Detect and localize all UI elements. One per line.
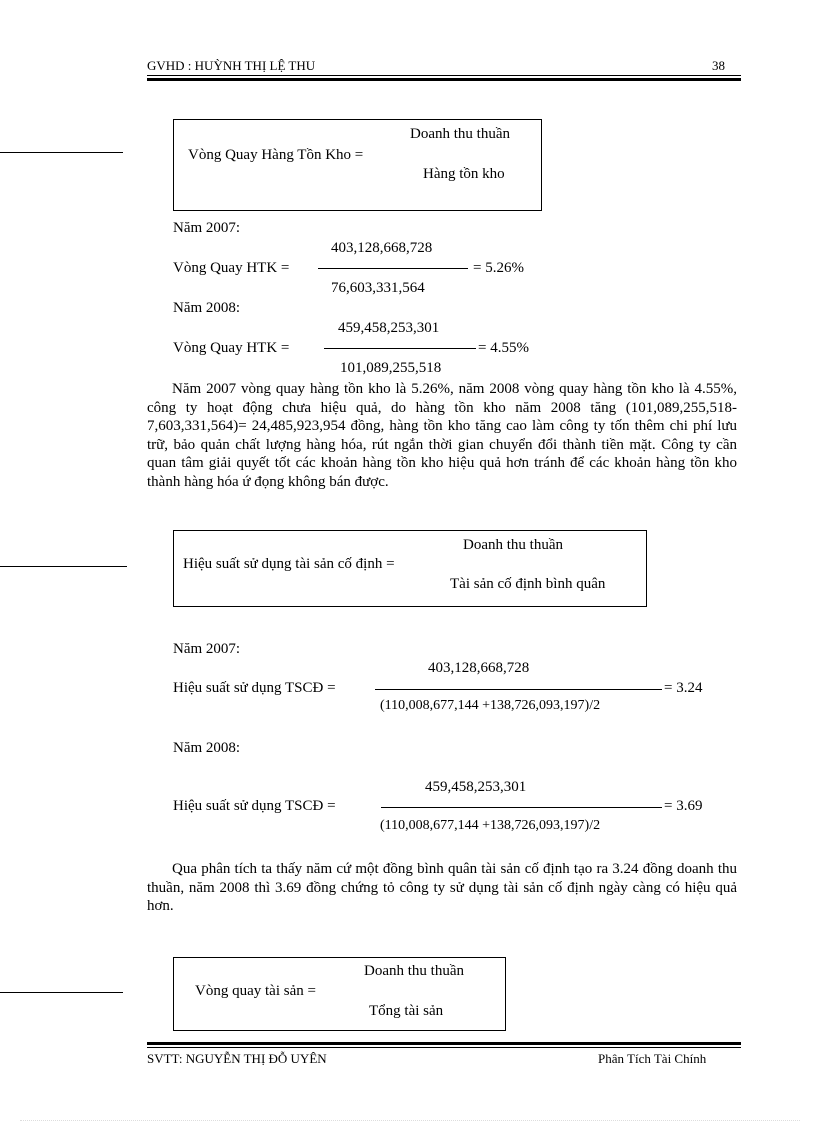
formula-label: Hiệu suất sử dụng tài sản cố định =	[183, 556, 395, 572]
calc-label: Vòng Quay HTK =	[173, 260, 290, 276]
formula-numerator: Doanh thu thuần	[463, 537, 563, 553]
header-left: GVHD : HUỲNH THỊ LỆ THU	[147, 58, 316, 73]
year-label: Năm 2008:	[173, 740, 241, 756]
calc-label: Hiệu suất sử dụng TSCĐ =	[173, 798, 336, 814]
year-label: Năm 2007:	[173, 641, 241, 657]
page-number: 38	[712, 58, 725, 73]
margin-line	[0, 566, 127, 567]
calc-numerator: 459,458,253,301	[425, 779, 527, 795]
formula-denominator: Hàng tồn kho	[423, 166, 505, 182]
formula-denominator: Tài sản cố định bình quân	[450, 576, 606, 592]
footer-rule-thin	[147, 1047, 741, 1048]
margin-line	[0, 152, 123, 153]
footer-right: Phân Tích Tài Chính	[598, 1051, 707, 1066]
fraction-line	[318, 268, 468, 269]
year-label: Năm 2007:	[173, 220, 241, 236]
calc-label: Vòng Quay HTK =	[173, 340, 290, 356]
formula-numerator: Doanh thu thuần	[410, 126, 510, 142]
calc-result: = 3.24	[664, 680, 703, 696]
margin-line	[0, 992, 123, 993]
calc-denominator: 101,089,255,518	[340, 360, 442, 376]
calc-numerator: 403,128,668,728	[331, 240, 433, 256]
calc-denominator: 76,603,331,564	[331, 280, 425, 296]
calc-result: = 4.55%	[478, 340, 529, 356]
calc-label: Hiệu suất sử dụng TSCĐ =	[173, 680, 336, 696]
header-rule-thick	[147, 78, 741, 81]
calc-result: = 5.26%	[473, 260, 524, 276]
fraction-line	[324, 348, 476, 349]
formula-label: Vòng Quay Hàng Tồn Kho =	[188, 147, 364, 163]
page-edge-dots	[20, 1120, 800, 1121]
footer-left: SVTT: NGUYỄN THỊ ĐỖ UYÊN	[147, 1051, 327, 1066]
year-label: Năm 2008:	[173, 300, 241, 316]
calc-result: = 3.69	[664, 798, 703, 814]
calc-denominator: (110,008,677,144 +138,726,093,197)/2	[380, 818, 601, 833]
formula-denominator: Tổng tài sản	[369, 1003, 444, 1019]
header-rule-thin	[147, 75, 741, 76]
footer-rule-thick	[147, 1042, 741, 1045]
calc-numerator: 403,128,668,728	[428, 660, 530, 676]
fraction-line	[375, 689, 662, 690]
formula-numerator: Doanh thu thuần	[364, 963, 464, 979]
calc-numerator: 459,458,253,301	[338, 320, 440, 336]
analysis-paragraph: Qua phân tích ta thấy năm cứ một đồng bình quân tài sản cố định tạo ra 3.24 đồng doanh thu thuần, năm 2008 thì 3.69 đồng chứng tỏ công ty sử dụng tài sản cố định ngày càng có hiệu quả hơn.	[147, 861, 737, 914]
formula-label: Vòng quay tài sản =	[195, 983, 316, 999]
analysis-paragraph: Năm 2007 vòng quay hàng tồn kho là 5.26%, năm 2008 vòng quay hàng tồn kho là 4.55%, công ty hoạt động chưa hiệu quả, do hàng tồn kho năm 2008 tăng (101,089,255,518- 7,603,331,564)= 24,485,923,954 đồng, hàng tồn kho tăng cao làm công ty tốn thêm chi phí lưu trữ, bảo quản chất lượng hàng hóa, rút ngắn thời gian chuyển đổi thành tiền mặt. Công ty cần quan tâm giải quyết tốt các khoản hàng tồn kho hiệu quả hơn tránh để các khoản hàng tồn kho thành hàng hóa ứ đọng không bán được.	[147, 381, 737, 490]
calc-denominator: (110,008,677,144 +138,726,093,197)/2	[380, 698, 601, 713]
fraction-line	[381, 807, 662, 808]
